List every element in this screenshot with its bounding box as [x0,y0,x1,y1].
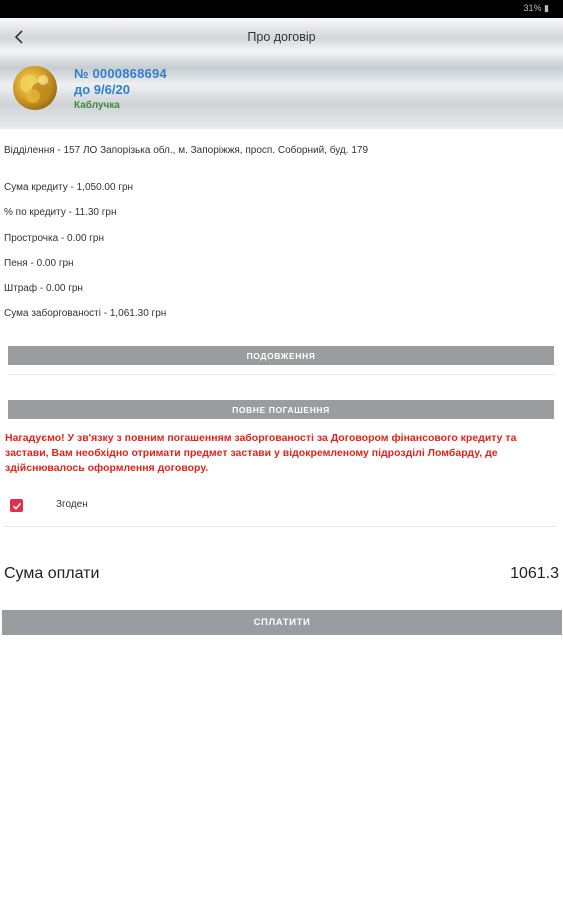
penalty-amount: Пеня - 0.00 грн [4,258,74,269]
overdue-amount: Прострочка - 0.00 грн [4,233,105,244]
agree-label: Згоден [56,499,88,510]
item-thumbnail [13,66,57,110]
repayment-warning: Нагадуємо! У зв'язку з повним погашенням заборгованості за Договором фінансового кредиту та застави, Вам необхідно отримати предмет застави у відокремленому підрозділі Ломбарду, де здійснювалось оформлення договору. [5,432,517,474]
contract-date: до 9/6/20 [74,82,130,97]
branch-info: Відділення - 157 ЛО Запорізька обл., м. Запоріжжя, просп. Соборний, буд. 179 [4,145,368,156]
credit-percent: % по кредиту - 11.30 грн [4,207,117,218]
debt-sum: Сума заборгованості - 1,061.30 грн [4,308,167,319]
contract-number: № 0000868694 [74,66,167,81]
payment-sum-label: Сума оплати [4,565,100,582]
checkmark-icon [12,501,22,511]
fine-amount: Штраф - 0.00 грн [4,283,83,294]
payment-sum-value: 1061.3 [510,565,559,582]
page-title: Про договір [247,30,316,44]
system-status-text: 31% ▮ [523,3,549,13]
credit-sum: Сума кредиту - 1,050.00 грн [4,182,134,193]
pay-button[interactable]: СПЛАТИТИ [2,610,562,635]
divider [8,374,554,375]
divider [4,526,556,527]
agree-checkbox[interactable] [10,499,23,512]
pledge-item-name: Каблучка [74,100,120,111]
extend-button[interactable]: ПОДОВЖЕННЯ [8,346,554,365]
header [0,18,563,129]
status-bar [0,0,563,18]
full-repayment-button[interactable]: ПОВНЕ ПОГАШЕННЯ [8,400,554,419]
